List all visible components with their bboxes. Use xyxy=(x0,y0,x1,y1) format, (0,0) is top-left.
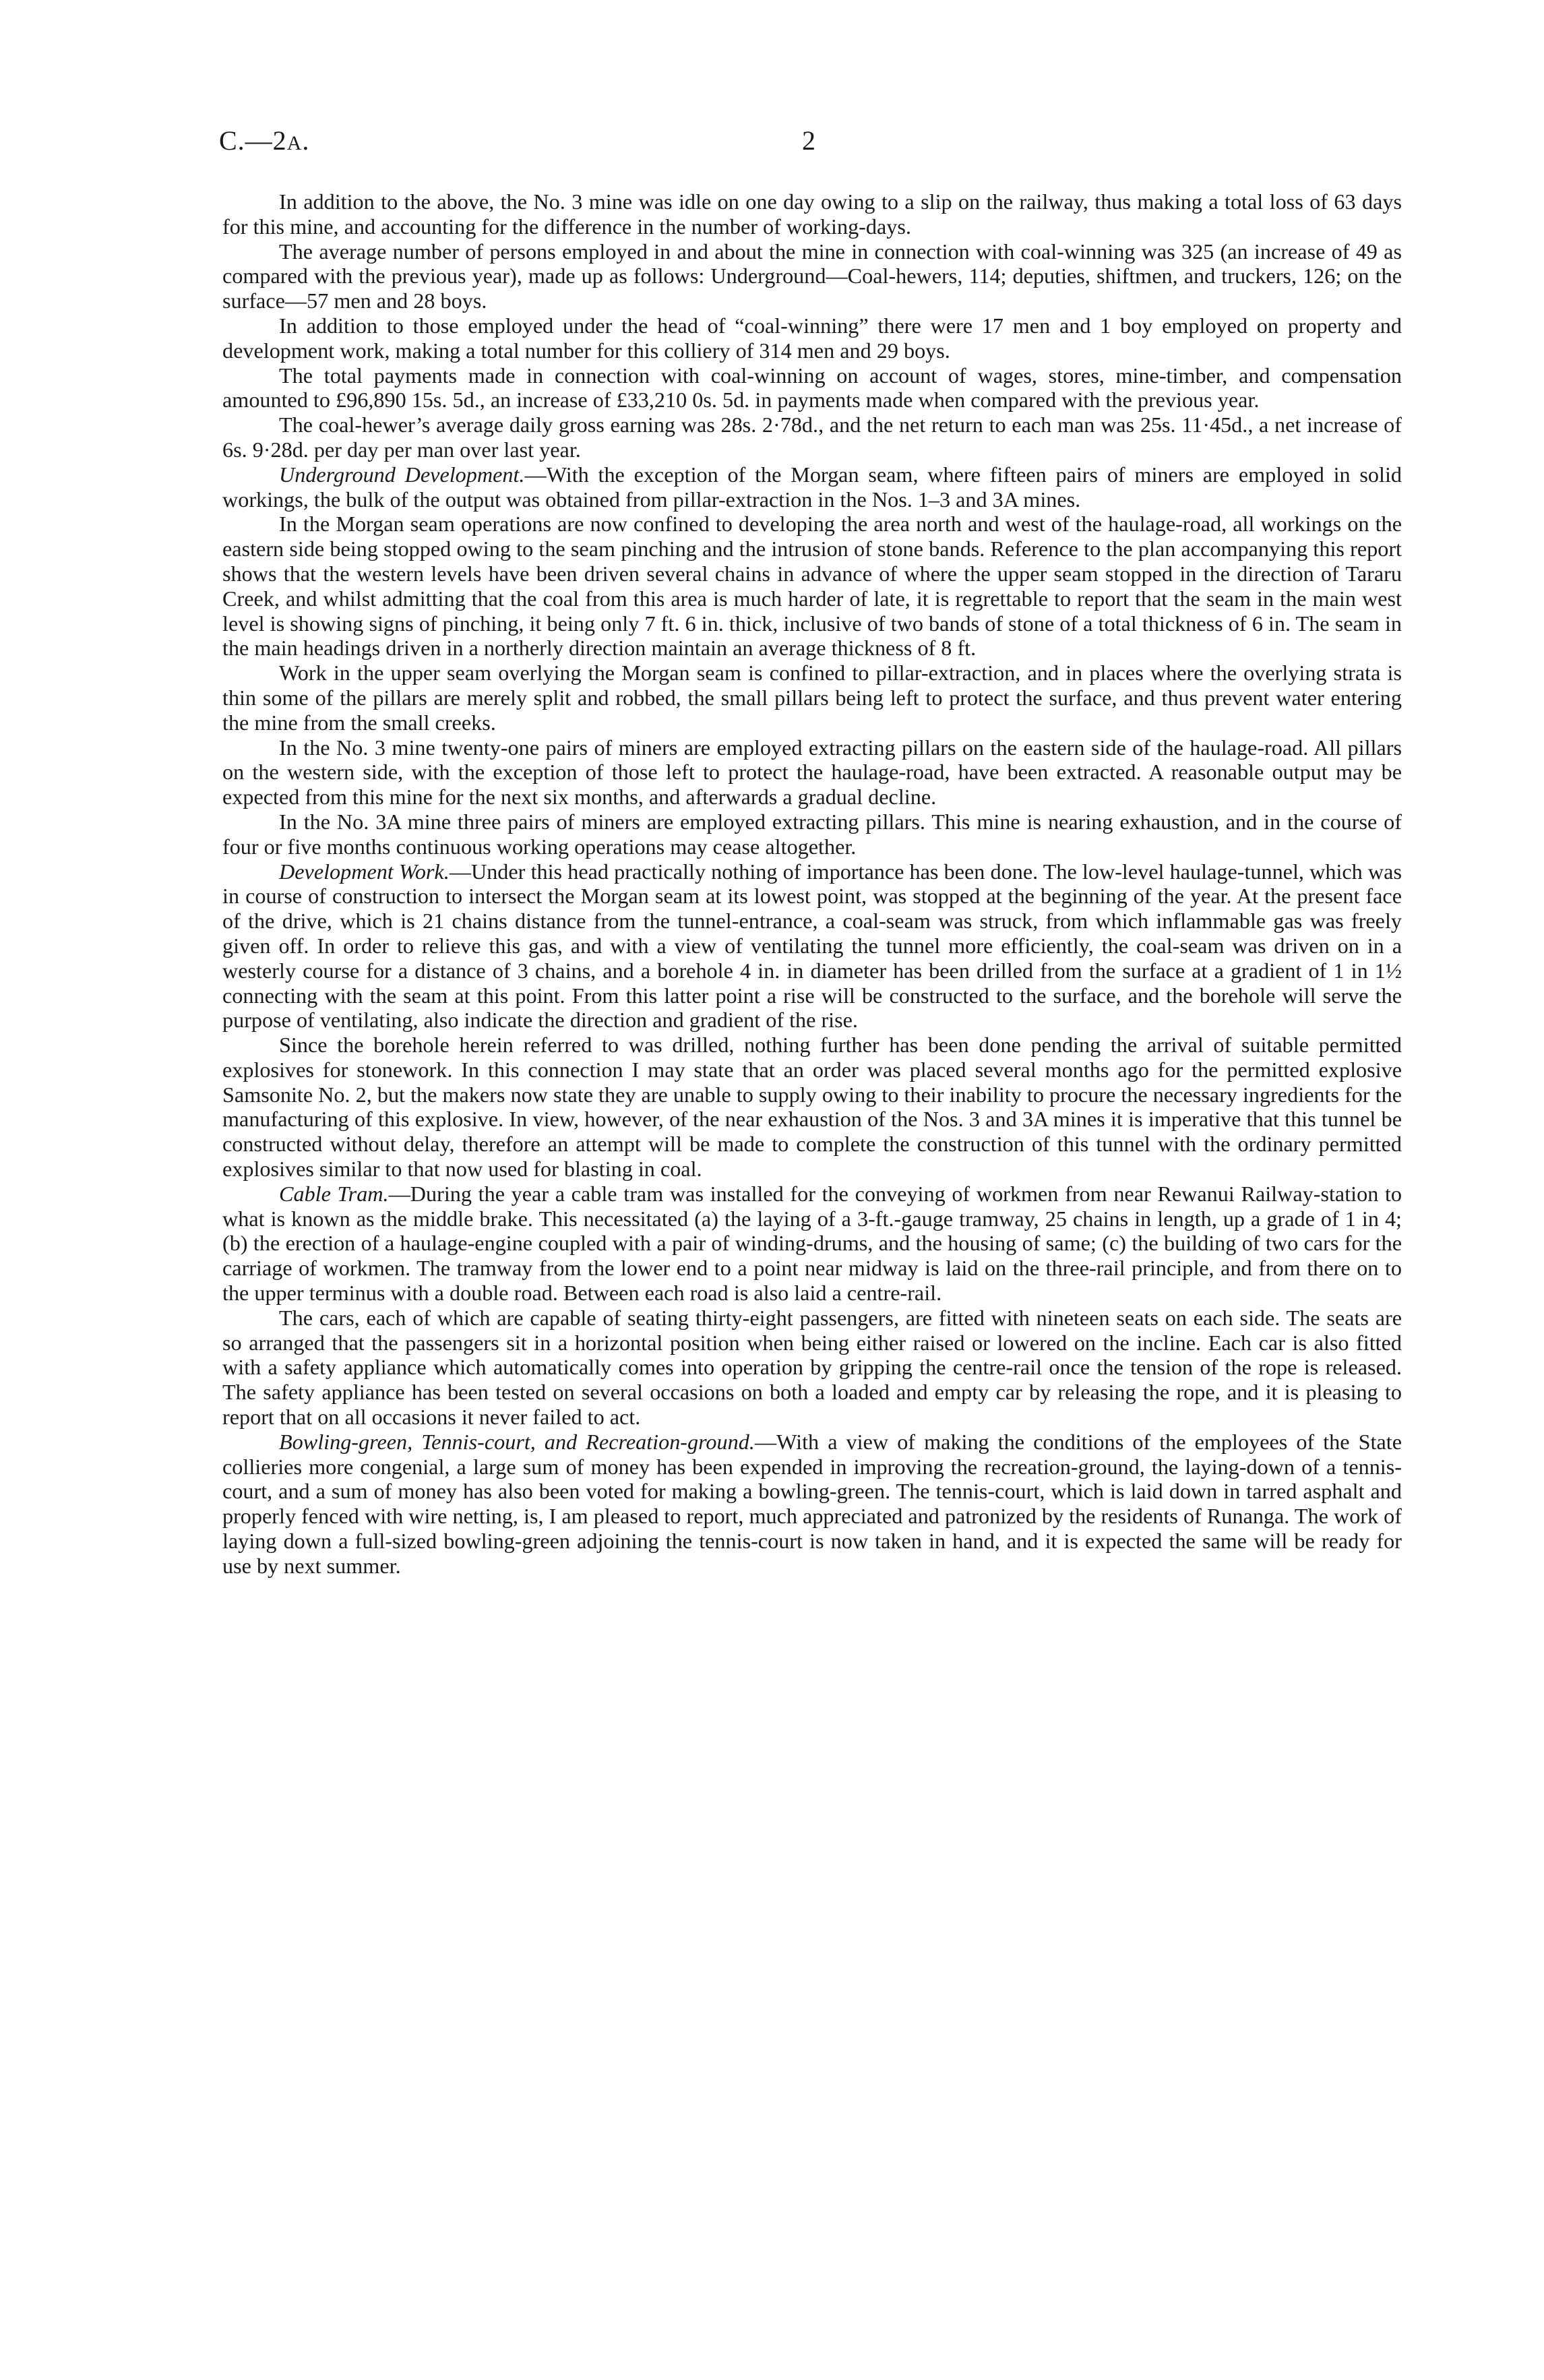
section-heading: Bowling-green, Tennis-court, and Recreation-ground. xyxy=(279,1429,755,1454)
paragraph: In the Morgan seam operations are now confined to developing the area north and west of the haulage-road, all workings on the eastern side being stopped owing to the seam pinching and the intrusion of stone bands. Reference to the plan accompanying this report shows that the western levels have been driven several chains in advance of where the upper seam stopped in the direction of Tararu Creek, and whilst admitting that the coal from this area is much harder of late, it is regrettable to report that the seam in the main west level is showing signs of pinching, it being only 7 ft. 6 in. thick, inclusive of two bands of stone of a total thickness of 6 in. The seam in the main headings driven in a northerly direction maintain an average thickness of 8 ft. xyxy=(222,512,1402,661)
section-heading: Development Work. xyxy=(279,859,450,884)
paragraph: In the No. 3 mine twenty-one pairs of miners are employed extracting pillars on the eastern side of the haulage-road. All pillars on the western side, with the exception of those left to protect the haulage-road, have been extracted. A reasonable output may be expected from this mine for the next six months, and afterwards a gradual decline. xyxy=(222,735,1402,810)
paragraph: Since the borehole herein referred to was drilled, nothing further has been done pending the arrival of suitable permitted explosives for stonework. In this connection I may state that an order was placed several months ago for the permitted explosive Samsonite No. 2, but the makers now state they are unable to supply owing to their inability to procure the necessary ingredients for the manufacturing of this explosive. In view, however, of the near exhaustion of the Nos. 3 and 3A mines it is imperative that this tunnel be constructed without delay, therefore an attempt will be made to complete the construction of this tunnel with the ordinary permitted explosives similar to that now used for blasting in coal. xyxy=(222,1033,1402,1182)
paragraph: Cable Tram.—During the year a cable tram was installed for the conveying of workmen from near Rewanui Railway-station to what is known as the middle brake. This necessitated (a) the laying of a 3-ft.-gauge tramway, 25 chains in length, up a grade of 1 in 4; (b) the erection of a haulage-engine coupled with a pair of winding-drums, and the housing of same; (c) the building of two cars for the carriage of workmen. The tramway from the lower end to a point near midway is laid on the three-rail principle, and from there on to the upper terminus with a double road. Between each road is also laid a centre-rail. xyxy=(222,1181,1402,1306)
page-code: C.—2A. xyxy=(219,125,310,156)
paragraph: Development Work.—Under this head practically nothing of importance has been done. The low-level haulage-tunnel, which was in course of construction to intersect the Morgan seam at its lowest point, was stopped at the beginning of the year. At the present face of the drive, which is 21 chains distance from the tunnel-entrance, a coal-seam was struck, from which inflammable gas was freely given off. In order to relieve this gas, and with a view of ventilating the tunnel more efficiently, the coal-seam was driven on in a westerly course for a distance of 3 chains, and a borehole 4 in. in diameter has been drilled from the surface at a gradient of 1 in 1½ connecting with the seam at this point. From this latter point a rise will be constructed to the surface, and the borehole will serve the purpose of ventilating, also indicate the direction and gradient of the rise. xyxy=(222,859,1402,1033)
paragraph: In addition to those employed under the head of “coal-winning” there were 17 men and 1 boy employed on property and development work, making a total number for this colliery of 314 men and 29 boys. xyxy=(222,313,1402,363)
paragraph: In the No. 3A mine three pairs of miners are employed extracting pillars. This mine is nearing exhaustion, and in the course of four or five months continuous working operations may cease altogether. xyxy=(222,809,1402,859)
paragraph: The coal-hewer’s average daily gross earning was 28s. 2·78d., and the net return to each man was 25s. 11·45d., a net increase of 6s. 9·28d. per day per man over last year. xyxy=(222,413,1402,462)
section-heading: Underground Development. xyxy=(279,462,525,487)
paragraph: The average number of persons employed in and about the mine in connection with coal-winning was 325 (an increase of 49 as compared with the previous year), made up as follows: Underground—Coal-hewers, 114; deputies, shiftmen, and truckers, 126; on the surface—57 men and 28 boys. xyxy=(222,239,1402,313)
page-number: 2 xyxy=(802,125,815,156)
paragraph: The cars, each of which are capable of seating thirty-eight passengers, are fitted with nineteen seats on each side. The seats are so arranged that the passengers sit in a horizontal position when being either raised or lowered on the incline. Each car is also fitted with a safety appliance which automatically comes into operation by gripping the centre-rail once the tension of the rope is released. The safety appliance has been tested on several occasions on both a loaded and empty car by releasing the rope, and it is pleasing to report that on all occasions it never failed to act. xyxy=(222,1305,1402,1430)
paragraph: Work in the upper seam overlying the Morgan seam is confined to pillar-extraction, and in places where the overlying strata is thin some of the pillars are merely split and robbed, the small pillars being left to protect the surface, and thus prevent water entering the mine from the small creeks. xyxy=(222,661,1402,735)
paragraph: In addition to the above, the No. 3 mine was idle on one day owing to a slip on the railway, thus making a total loss of 63 days for this mine, and accounting for the difference in the number of working-days. xyxy=(222,189,1402,239)
paragraph: Bowling-green, Tennis-court, and Recreation-ground.—With a view of making the conditions of the employees of the State collieries more congenial, a large sum of money has been expended in improving the recreation-ground, the laying-down of a tennis-court, and a sum of money has also been voted for making a bowling-green. The tennis-court, which is laid down in tarred asphalt and properly fenced with wire netting, is, I am pleased to report, much appreciated and patronized by the residents of Runanga. The work of laying down a full-sized bowling-green adjoining the tennis-court is now taken in hand, and it is expected the same will be ready for use by next summer. xyxy=(222,1429,1402,1578)
report-body xyxy=(222,189,1402,1579)
section-heading: Cable Tram. xyxy=(279,1181,389,1206)
paragraph: The total payments made in connection with coal-winning on account of wages, stores, mine-timber, and compensation amounted to £96,890 15s. 5d., an increase of £33,210 0s. 5d. in payments made when compared with the previous year. xyxy=(222,363,1402,413)
paragraph: Underground Development.—With the exception of the Morgan seam, where fifteen pairs of miners are employed in solid workings, the bulk of the output was obtained from pillar-extraction in the Nos. 1–3 and 3A mines. xyxy=(222,462,1402,512)
page-header xyxy=(219,125,1415,165)
